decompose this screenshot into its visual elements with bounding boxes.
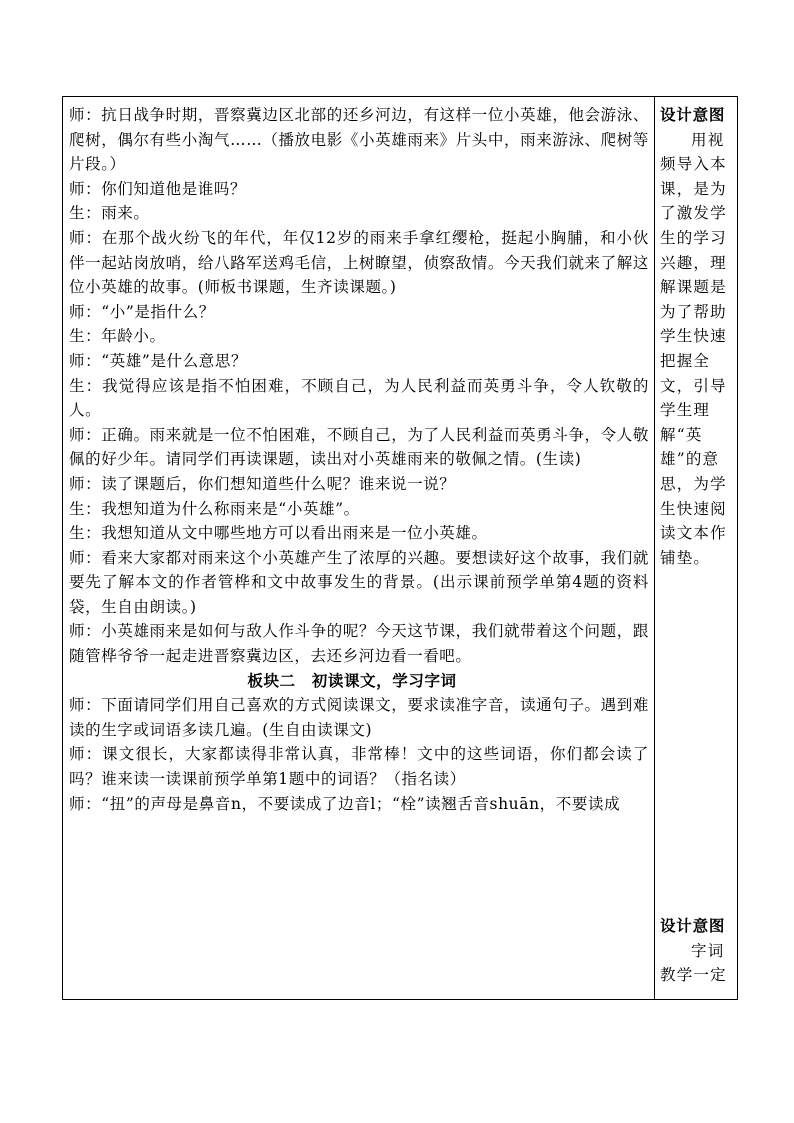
dialogue-paragraph: 生：雨来。 — [69, 204, 150, 223]
design-intent-body: 用视频导入本课，是为了激发学生的学习兴趣，理解课题是为了帮助学生快速把握全文，引导学生理解“英雄”的意思，为学生快速阅读文本作铺垫。 — [660, 130, 727, 567]
dialogue-paragraph: 师：抗日战争时期，晋察冀边区北部的还乡河边，有这样一位小英雄，他会游泳、爬树，偶尔有些小淘气……（播放电影《小英雄雨来》片头中，雨来游泳、爬树等片段。） — [69, 106, 649, 174]
design-intent-note — [660, 914, 734, 988]
dialogue-paragraph: 生：我想知道从文中哪些地方可以看出雨来是一位小英雄。 — [69, 524, 488, 543]
dialogue-paragraph: 生：年龄小。 — [69, 327, 166, 346]
section-heading: 板块二 初读课文，学习字词 — [247, 670, 457, 690]
design-intent-title: 设计意图 — [660, 105, 726, 124]
design-intent-title: 设计意图 — [660, 916, 726, 935]
dialogue-paragraph: 师：看来大家都对雨来这个小英雄产生了浓厚的兴趣。要想读好这个故事，我们就要先了解本文的作者管桦和文中故事发生的背景。(出示课前预学单第4题的资料袋，生自由朗读。) — [69, 548, 649, 616]
lesson-content-column — [69, 103, 649, 816]
design-intent-body: 字词教学一定 — [660, 941, 727, 985]
dialogue-paragraph: 师：“英雄”是什么意思？ — [69, 351, 248, 370]
dialogue-paragraph: 师：小英雄雨来是如何与敌人作斗争的呢？今天这节课，我们就带着这个问题，跟随管桦爷爷一起走进晋察冀边区，去还乡河边看一看吧。 — [69, 622, 649, 666]
dialogue-paragraph: 师：“小”是指什么？ — [69, 302, 215, 321]
dialogue-paragraph: 生：我想知道为什么称雨来是“小英雄”。 — [69, 499, 360, 518]
column-divider — [654, 97, 655, 999]
lesson-plan-table — [62, 96, 738, 1000]
dialogue-paragraph: 师：“扭”的声母是鼻音n，不要读成了边音l；“栓”读翘舌音shuān，不要读成 — [69, 794, 621, 813]
dialogue-paragraph: 生：我觉得应该是指不怕困难，不顾自己，为人民利益而英勇斗争，令人钦敬的人。 — [69, 376, 649, 420]
dialogue-paragraph: 师：正确。雨来就是一位不怕困难，不顾自己，为了人民利益而英勇斗争，令人敬佩的好少年。请同学们再读课题，读出对小英雄雨来的敬佩之情。(生读) — [69, 425, 649, 469]
dialogue-paragraph: 师：读了课题后，你们想知道些什么呢？谁来说一说？ — [69, 474, 456, 493]
dialogue-paragraph: 师：你们知道他是谁吗？ — [69, 179, 247, 198]
dialogue-paragraph: 师：下面请同学们用自己喜欢的方式阅读课文，要求读准字音，读通句子。遇到难读的生字或词语多读几遍。(生自由读课文) — [69, 696, 649, 739]
dialogue-paragraph: 师：在那个战火纷飞的年代，年仅12岁的雨来手拿红缨枪，挺起小胸脯，和小伙伴一起站岗放哨，给八路军送鸡毛信，上树瞭望，侦察敌情。今天我们就来了解这位小英雄的故事。(师板书课题，生齐读课题。) — [69, 228, 649, 297]
design-intent-note — [660, 103, 734, 570]
dialogue-paragraph: 师：课文很长，大家都读得非常认真，非常棒！文中的这些词语，你们都会读了吗？谁来读一读课前预学单第1题中的词语？（指名读） — [69, 745, 649, 789]
